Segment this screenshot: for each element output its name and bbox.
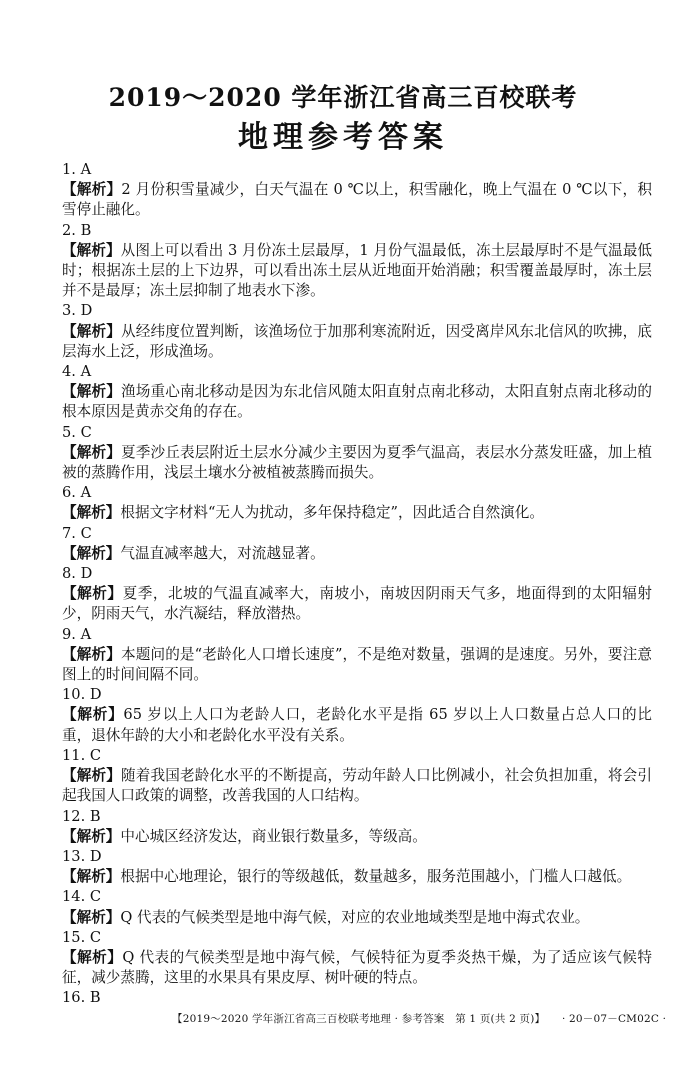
explanation-label: 【解析】 <box>62 383 122 401</box>
explanation-label: 【解析】 <box>62 645 121 663</box>
page-footer <box>172 1011 672 1026</box>
explanation-text: Q 代表的气候类型是地中海气候，气候特征为夏季炎热干燥，为了适应该气候特征，减少蒸腾，这里的水果具有果皮厚、树叶硬的特点。 <box>62 948 652 987</box>
explanation-line <box>62 766 652 806</box>
answer-line: 11. C <box>62 746 102 764</box>
explanation-text: 65 岁以上人口为老龄人口，老龄化水平是指 65 岁以上人口数量占总人口的比重，退休年龄的大小和老龄化水平没有关系。 <box>62 706 652 744</box>
page-title: 2019～2020 学年浙江省高三百校联考 <box>108 83 578 112</box>
explanation-text: 从图上可以看出 3 月份冻土层最厚，1 月份气温最低，冻土层最厚时不是气温最低时；根据冻土层的上下边界，可以看出冻土层从近地面开始消融；积雪覆盖最厚时，冻土层并不是最厚；冻土层抑制了地表水下渗。 <box>62 241 652 300</box>
explanation-text: 气温直减率越大，对流越显著。 <box>120 544 325 562</box>
explanation-line <box>62 322 652 362</box>
explanation-line <box>62 867 652 887</box>
explanation-line <box>62 948 652 988</box>
explanation-text: Q 代表的气候类型是地中海气候，对应的农业地域类型是地中海式农业。 <box>120 908 590 926</box>
explanation-label: 【解析】 <box>62 241 121 259</box>
answer-line: 10. D <box>62 686 102 704</box>
explanation-line <box>62 544 652 564</box>
answer-line: 5. C <box>62 423 92 441</box>
explanation-line <box>62 443 652 483</box>
explanation-label: 【解析】 <box>62 585 123 603</box>
explanation-text: 随着我国老龄化水平的不断提高，劳动年龄人口比例减小，社会负担加重，将会引起我国人口政策的调整，改善我国的人口结构。 <box>62 767 652 805</box>
explanation-line <box>62 382 652 422</box>
explanation-text: 中心城区经济发达，商业银行数量多，等级高。 <box>120 827 427 845</box>
answer-line: 6. A <box>62 484 92 502</box>
explanation-line <box>62 584 652 624</box>
explanation-text: 根据中心地理论，银行的等级越低，数量越多，服务范围越小，门槛人口越低。 <box>120 868 632 886</box>
explanation-text: 夏季沙丘表层附近土层水分减少主要因为夏季气温高，表层水分蒸发旺盛，加上植被的蒸腾作用，浅层土壤水分被植被蒸腾而损失。 <box>62 443 652 482</box>
answer-line: 13. D <box>62 847 102 865</box>
explanation-line <box>62 180 652 220</box>
answer-line: 1. A <box>62 161 92 178</box>
answer-line: 14. C <box>62 888 102 906</box>
explanation-line <box>62 827 652 847</box>
explanation-label: 【解析】 <box>62 908 121 926</box>
explanation-line <box>62 241 652 302</box>
answer-line: 16. B <box>62 989 101 1007</box>
answer-list <box>62 160 652 1009</box>
answer-line: 12. B <box>62 807 101 825</box>
explanation-label: 【解析】 <box>62 181 122 199</box>
explanation-line <box>62 645 652 685</box>
page-subtitle: 地理参考答案 <box>238 120 448 155</box>
explanation-text: 2 月份积雪量减少，白天气温在 0 ℃以上，积雪融化，晚上气温在 0 ℃以下，积雪停止融化。 <box>62 181 652 219</box>
explanation-label: 【解析】 <box>62 767 122 785</box>
answer-line: 3. D <box>62 302 93 320</box>
answer-line: 15. C <box>62 928 102 946</box>
explanation-line <box>62 503 652 523</box>
explanation-text: 渔场重心南北移动是因为东北信风随太阳直射点南北移动，太阳直射点南北移动的根本原因是黄赤交角的存在。 <box>62 383 652 421</box>
explanation-text: 根据文字材料“无人为扰动，多年保持稳定”，因此适合自然演化。 <box>120 504 544 522</box>
footer-code: · 20－07－CM02C · <box>561 1013 667 1025</box>
explanation-line <box>62 908 652 928</box>
answer-line: 2. B <box>62 221 92 239</box>
explanation-label: 【解析】 <box>62 544 121 562</box>
footer-text: 【2019～2020 学年浙江省高三百校联考地理 · 参考答案 第 1 页(共 2 页)】 <box>172 1013 540 1025</box>
explanation-label: 【解析】 <box>62 504 121 522</box>
explanation-label: 【解析】 <box>62 706 124 724</box>
explanation-text: 本题问的是“老龄化人口增长速度”，不是绝对数量，强调的是速度。另外，要注意图上的时间间隔不同。 <box>62 645 652 684</box>
explanation-line <box>62 705 652 745</box>
explanation-text: 夏季，北坡的气温直减率大，南坡小，南坡因阴雨天气多，地面得到的太阳辐射少，阴雨天气，水汽凝结，释放潜热。 <box>62 585 652 623</box>
explanation-label: 【解析】 <box>62 948 123 966</box>
explanation-label: 【解析】 <box>62 827 121 845</box>
answer-line: 8. D <box>62 565 93 583</box>
explanation-label: 【解析】 <box>62 322 122 340</box>
explanation-label: 【解析】 <box>62 443 122 461</box>
explanation-text: 从经纬度位置判断，该渔场位于加那利寒流附近，因受离岸风东北信风的吹拂，底层海水上泛，形成渔场。 <box>62 322 652 360</box>
answer-line: 9. A <box>62 625 92 643</box>
answer-line: 4. A <box>62 363 92 381</box>
explanation-label: 【解析】 <box>62 868 121 886</box>
answer-line: 7. C <box>62 524 92 542</box>
